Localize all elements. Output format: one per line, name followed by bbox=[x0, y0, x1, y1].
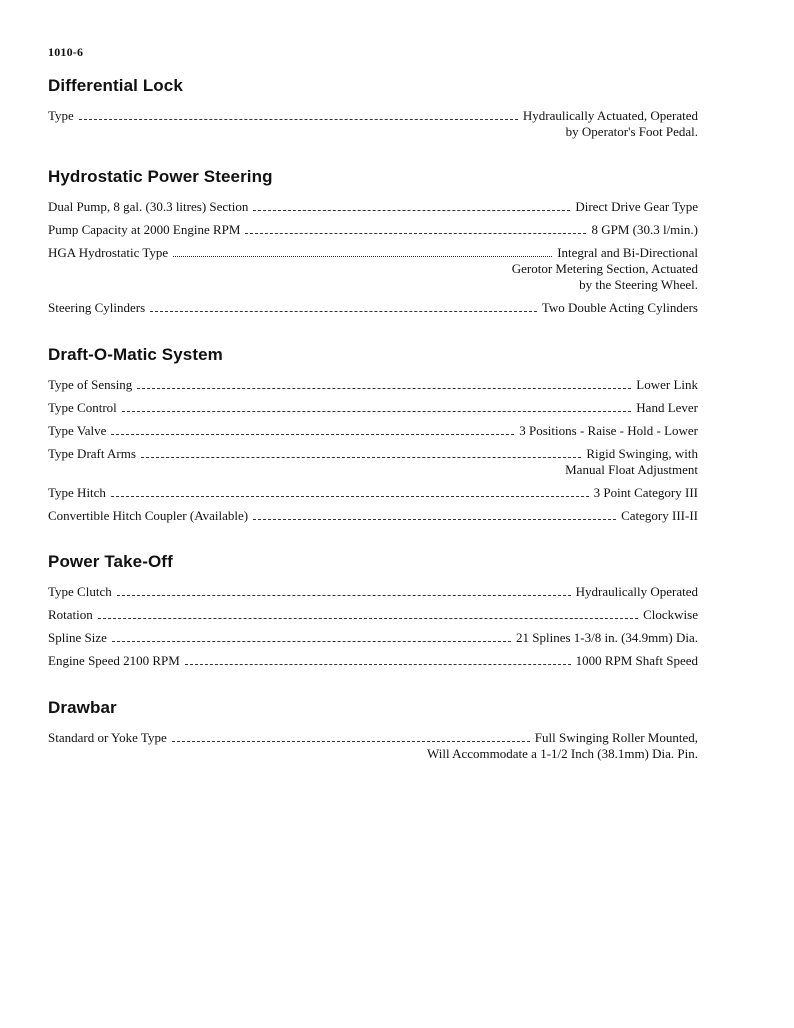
spec-value-continued: Manual Float Adjustment bbox=[565, 462, 698, 477]
spec-row bbox=[48, 485, 698, 501]
leader-line bbox=[185, 663, 571, 665]
spec-value: 3 Point Category III bbox=[593, 485, 698, 500]
spec-row bbox=[48, 423, 698, 439]
leader-line bbox=[253, 209, 570, 211]
leader-line bbox=[79, 118, 518, 120]
spec-label: Spline Size bbox=[48, 630, 107, 645]
leader-line bbox=[245, 232, 586, 234]
spec-value: Integral and Bi-Directional bbox=[557, 245, 698, 260]
section-title: Draft-O-Matic System bbox=[48, 345, 223, 364]
spec-label: Rotation bbox=[48, 607, 93, 622]
page-number: 1010-6 bbox=[48, 45, 84, 59]
spec-row bbox=[48, 508, 698, 524]
spec-value-continued: by the Steering Wheel. bbox=[579, 277, 698, 292]
spec-value: Rigid Swinging, with bbox=[586, 446, 698, 461]
section-power-take-off bbox=[48, 552, 698, 676]
section-title: Hydrostatic Power Steering bbox=[48, 167, 273, 186]
spec-value: Lower Link bbox=[636, 377, 698, 392]
spec-value: Direct Drive Gear Type bbox=[575, 199, 698, 214]
spec-label: Dual Pump, 8 gal. (30.3 litres) Section bbox=[48, 199, 249, 214]
spec-value: Hydraulically Operated bbox=[575, 584, 698, 599]
leader-line bbox=[172, 740, 530, 742]
leader-line bbox=[141, 456, 581, 458]
spec-row bbox=[48, 245, 698, 293]
spec-label: Type bbox=[48, 108, 74, 123]
spec-row bbox=[48, 446, 698, 478]
section-draft-o-matic-system bbox=[48, 345, 698, 531]
leader-line bbox=[111, 495, 589, 497]
spec-row bbox=[48, 108, 698, 140]
spec-value: Hydraulically Actuated, Operated bbox=[522, 108, 698, 123]
spec-row bbox=[48, 653, 698, 669]
spec-row bbox=[48, 730, 698, 762]
section-drawbar bbox=[48, 698, 698, 769]
spec-value: 1000 RPM Shaft Speed bbox=[575, 653, 698, 668]
spec-value: Clockwise bbox=[643, 607, 698, 622]
spec-label: Type of Sensing bbox=[48, 377, 133, 392]
spec-label: Engine Speed 2100 RPM bbox=[48, 653, 180, 668]
spec-label: Type Control bbox=[48, 400, 117, 415]
spec-label: Type Clutch bbox=[48, 584, 112, 599]
section-differential-lock bbox=[48, 76, 698, 147]
spec-value: 3 Positions - Raise - Hold - Lower bbox=[519, 423, 698, 438]
spec-label: Type Valve bbox=[48, 423, 107, 438]
spec-row bbox=[48, 607, 698, 623]
spec-value: Category III-II bbox=[621, 508, 698, 523]
spec-label: Pump Capacity at 2000 Engine RPM bbox=[48, 222, 241, 237]
spec-value: Hand Lever bbox=[636, 400, 698, 415]
leader-line bbox=[117, 594, 571, 596]
leader-line bbox=[253, 518, 616, 520]
leader-line bbox=[122, 410, 632, 412]
spec-row bbox=[48, 377, 698, 393]
section-title: Differential Lock bbox=[48, 76, 183, 95]
spec-row bbox=[48, 199, 698, 215]
leader-line bbox=[150, 310, 537, 312]
leader-line bbox=[111, 433, 514, 435]
leader-line bbox=[173, 255, 552, 257]
spec-row bbox=[48, 400, 698, 416]
spec-row bbox=[48, 222, 698, 238]
spec-label: Type Hitch bbox=[48, 485, 106, 500]
leader-line bbox=[98, 617, 638, 619]
spec-label: HGA Hydrostatic Type bbox=[48, 245, 169, 260]
spec-value: 21 Splines 1-3/8 in. (34.9mm) Dia. bbox=[516, 630, 698, 645]
leader-line bbox=[112, 640, 511, 642]
spec-label: Convertible Hitch Coupler (Available) bbox=[48, 508, 249, 523]
spec-value-continued: Gerotor Metering Section, Actuated bbox=[511, 261, 698, 276]
spec-row bbox=[48, 584, 698, 600]
spec-value: 8 GPM (30.3 l/min.) bbox=[591, 222, 698, 237]
section-title: Drawbar bbox=[48, 698, 117, 717]
spec-label: Steering Cylinders bbox=[48, 300, 146, 315]
leader-line bbox=[137, 387, 631, 389]
section-title: Power Take-Off bbox=[48, 552, 173, 571]
spec-value: Two Double Acting Cylinders bbox=[541, 300, 698, 315]
spec-label: Type Draft Arms bbox=[48, 446, 136, 461]
spec-label: Standard or Yoke Type bbox=[48, 730, 167, 745]
spec-row bbox=[48, 630, 698, 646]
section-hydrostatic-power-steering bbox=[48, 167, 698, 323]
spec-value-continued: by Operator's Foot Pedal. bbox=[565, 124, 698, 139]
spec-row bbox=[48, 300, 698, 316]
spec-value-continued: Will Accommodate a 1-1/2 Inch (38.1mm) Dia. Pin. bbox=[427, 746, 698, 761]
spec-value: Full Swinging Roller Mounted, bbox=[534, 730, 698, 745]
